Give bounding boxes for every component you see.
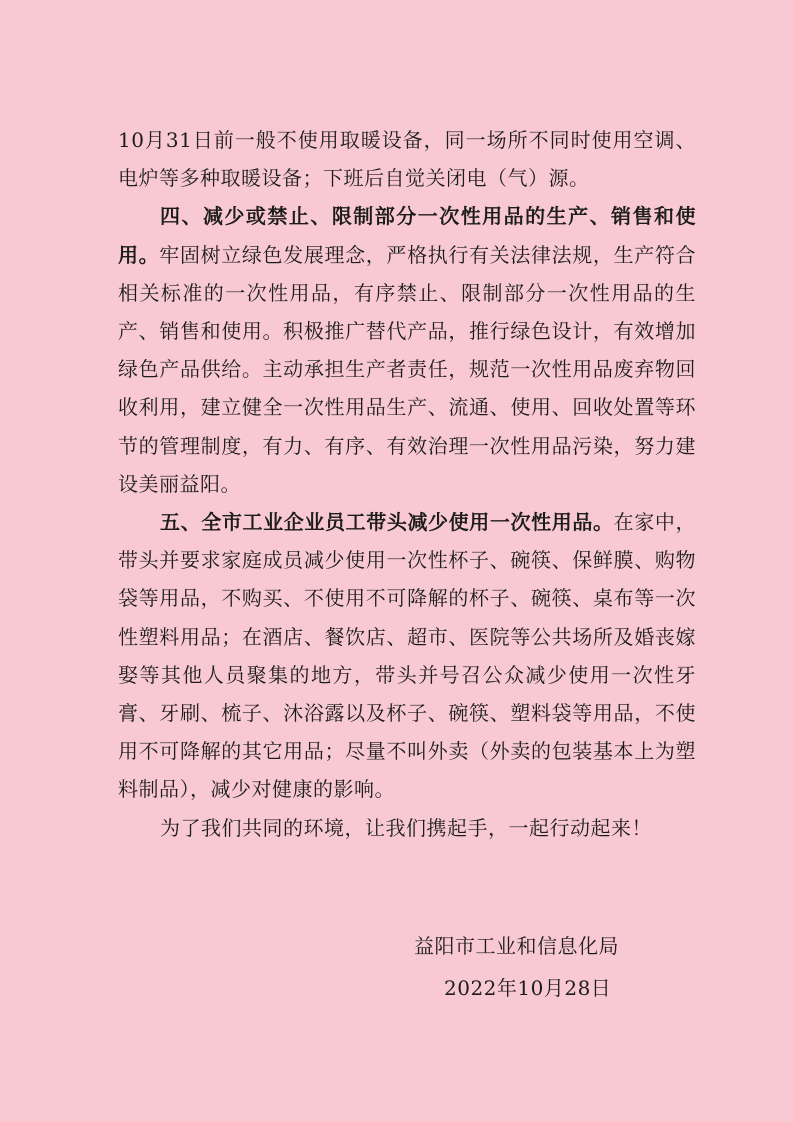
paragraph-heating: 10月31日前一般不使用取暖设备，同一场所不同时使用空调、电炉等多种取暖设备；下班后自觉关闭电（气）源。 (118, 128, 696, 191)
document-body (118, 121, 696, 847)
signature-date: 2022年10月28日 (444, 976, 612, 1000)
signature-organization: 益阳市工业和信息化局 (414, 934, 619, 958)
section-5-heading: 五、全市工业企业员工带头减少使用一次性用品。 (160, 510, 614, 535)
paragraph-section-5 (118, 503, 696, 809)
section-5-body: 在家中，带头并要求家庭成员减少使用一次性杯子、碗筷、保鲜膜、购物袋等用品，不购买、不使用不可降解的杯子、碗筷、桌布等一次性塑料用品；在酒店、餐饮店、超市、医院等公共场所及婚丧嫁娶等其他人员聚集的地方，带头并号召公众减少使用一次性牙膏、牙刷、梳子、沐浴露以及杯子、碗筷、塑料袋等用品，不使用不可降解的其它用品；尽量不叫外卖（外卖的包装基本上为塑料制品），减少对健康的影响。 (118, 510, 697, 802)
section-4-heading: 四、减少或禁止、限制部分一次性用品的生产、销售和使用。 (118, 204, 696, 267)
signature-block (400, 925, 660, 1009)
section-4-body: 牢固树立绿色发展理念，严格执行有关法律法规，生产符合相关标准的一次性用品，有序禁止、限制部分一次性用品的生产、销售和使用。积极推广替代产品，推行绿色设计，有效增加绿色产品供给。主动承担生产者责任，规范一次性用品废弃物回收利用，建立健全一次性用品生产、流通、使用、回收处置等环节的管理制度，有力、有序、有效治理一次性用品污染，努力建设美丽益阳。 (118, 242, 697, 496)
closing-line: 为了我们共同的环境，让我们携起手，一起行动起来！ (160, 815, 652, 840)
paragraph-section-4 (118, 197, 696, 503)
